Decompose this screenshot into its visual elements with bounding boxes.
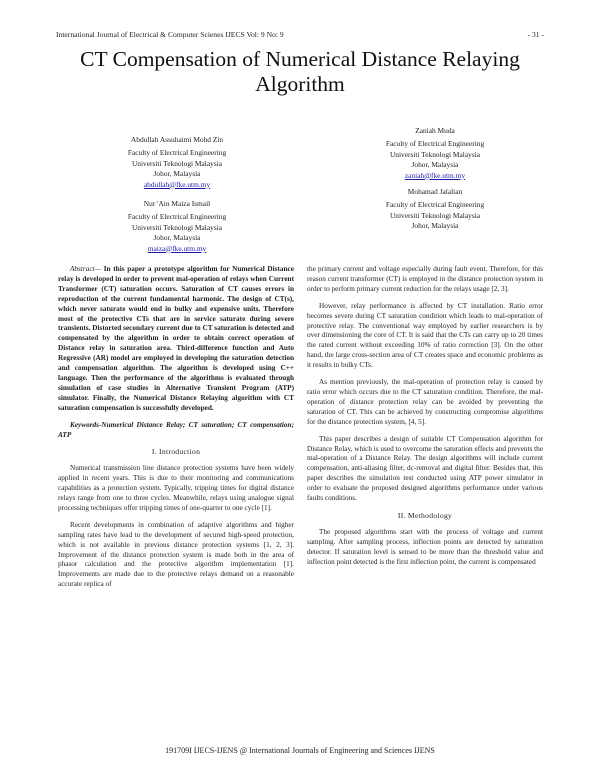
author-name: Abdullah Assuhaimi Mohd Zin [130, 135, 224, 144]
author-block-2 [72, 199, 282, 254]
journal-name: International Journal of Electrical & Computer Scienes IJECS Vol: 9 No: 9 [56, 30, 284, 39]
paragraph: the primary current and voltage especially during fault event. Therefore, for this reason current transformer (CT) is employed in the distance protection system in order to perform primary current reduction for the relays usage [2, 3]. [307, 265, 543, 293]
abstract-text: In this paper a prototype algorithm for Numerical Distance relay is developed in order to prevent mal-operation of relays when Current Transformer (CT) saturation occurs. Saturation of CT causes errors in reproduction of the current fundamental harmonic. The design of CT(s), which never saturate would end in bulky and expensive units. Therefore most of the protective CTs that are in service saturate during severe transients. Distorted secondary current due to CT saturation is detected and compensated by the algorithm in order to obtain correct operation of Distance relay in saturation area. Third-difference function and Auto Regressive (AR) model are employed in developing the saturation detection and compensation algorithm. The algorithm is developed using C++ language. Then the performance of the algorithms is evaluated through simulation of case studies in Alternative Transient Program (ATP) simulator. Finally, the Numerical Distance Relaying algorithm with CT saturation compensation is successfully developed. [58, 265, 294, 412]
paragraph: The proposed algorithms start with the process of voltage and current sampling. After sampling process, inflection points are detected by saturation detector. If saturation level is sensed to be more than the threshold value and inflection point detected is the first inflection point, the current is compensated [307, 527, 543, 566]
section-heading-methodology: II. Methodology [397, 510, 453, 520]
author-block-1 [72, 135, 282, 190]
paper-title [40, 47, 560, 97]
author-univ: Universiti Teknologi Malaysia [131, 222, 223, 232]
paragraph: However, relay performance is affected by CT installation. Ratio error becomes severe during CT saturation condition which leads to mal-operation of protective relay. The conventional way employed by earlier researchers is by over dimensioning the core of CT. It is said that the CTs can carry up to 20 times the rated current without exceeding 10% of ratio correction [3]. On the other hand, the large cross-section area of CT creates space and economic problems as it results in bulky CTs. [307, 301, 543, 370]
right-column [307, 265, 543, 574]
author-email-link[interactable]: maiza@fke.utm.my [147, 243, 207, 253]
author-block-3 [330, 126, 540, 181]
author-location: Johor, Malaysia [153, 233, 201, 243]
author-block-4 [330, 187, 540, 232]
author-univ: Universiti Teknologi Malaysia [131, 158, 223, 168]
paragraph: This paper describes a design of suitable CT Compensation algorithm for Distance Relay, which is used to overcome the saturation effects and prevents the mal-operation of a Distance Relay. The design algorithms will include current compensation, anti-aliasing filter, dc-removal and digital filter. Besides that, this paper describes the simulation test conducted using ATP power simulator in order to evaluate the proposed designed algorithms performance under various faults conditions. [307, 434, 543, 503]
author-univ: Universiti Teknologi Malaysia [389, 149, 481, 159]
left-column [58, 265, 294, 597]
section-heading-introduction: I. Introduction [151, 447, 201, 457]
running-header [56, 30, 544, 39]
title-line-2: Algorithm [255, 72, 345, 96]
author-name: Mohamad Jalalian [407, 187, 463, 196]
author-location: Johor, Malaysia [411, 221, 459, 231]
page-footer: 191709I IJECS-IJENS @ International Journals of Engineering and Sciences IJENS [165, 746, 435, 755]
author-name: Zaniah Muda [415, 126, 455, 135]
author-dept: Faculty of Electrical Engineering [127, 148, 227, 158]
page-number: - 31 - [527, 30, 544, 39]
author-location: Johor, Malaysia [153, 169, 201, 179]
paragraph: Recent developments in combination of adaptive algorithms and higher sampling rates have lead to the development of secured high-speed protection, which is not available in previous distance protection systems [1, 2, 3]. Improvement of the distance protection system is made both in the area of phasor calculation and the protective algorithm implementation [1]. Improvements are made due to the protective relays demand on a reasonable accurate replica of [58, 520, 294, 589]
author-name: Nur 'Ain Maiza Ismail [143, 199, 211, 208]
author-univ: Universiti Teknologi Malaysia [389, 210, 481, 220]
keywords: Keywords-Numerical Distance Relay; CT saturation; CT compensation; ATP [58, 420, 294, 439]
author-email-link[interactable]: abdullah@fke.utm.my [143, 179, 211, 189]
author-location: Johor, Malaysia [411, 160, 459, 170]
author-dept: Faculty of Electrical Engineering [385, 200, 485, 210]
abstract [58, 265, 294, 414]
author-dept: Faculty of Electrical Engineering [127, 212, 227, 222]
author-email-link[interactable]: zaniah@fke.utm.my [404, 170, 466, 180]
title-line-1: CT Compensation of Numerical Distance Relaying [80, 47, 520, 71]
abstract-label: Abstract— [70, 265, 102, 273]
paragraph: Numerical transmission line distance protection systems have been widely applied in recent years. This is due to their monitoring and communications capabilities as a protection system. Typically, tripping times for digital distance relays range from one to three cycles. Meanwhile, relays using analogue signal processing techniques offer tripping times of one-quarter to one cycle [1]. [58, 464, 294, 512]
author-dept: Faculty of Electrical Engineering [385, 139, 485, 149]
paragraph: As mention previously, the mal-operation of protection relay is caused by ratio error which occurs due to the CT saturation condition. Therefore, the mal-operation of distance protection relay can be avoided by preventing the saturation of CT. This can be achieved by constructing compromise algorithms for the distance protection system, [4, 5]. [307, 378, 543, 426]
